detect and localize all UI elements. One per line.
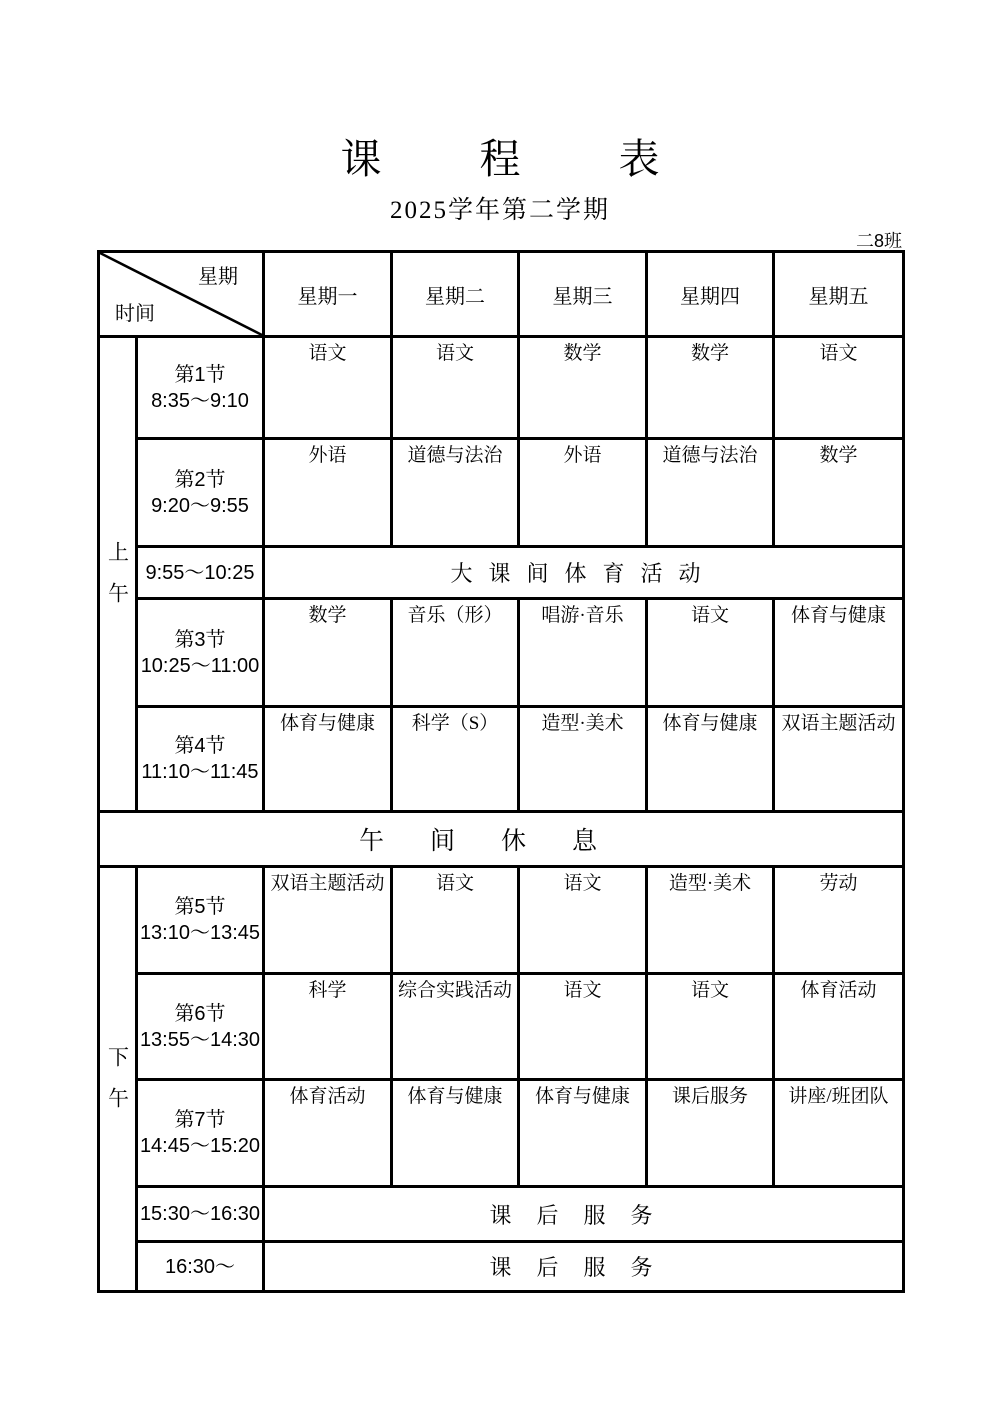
time-label: 14:45～15:20 — [139, 1135, 261, 1157]
lunch-break-row — [99, 812, 904, 867]
period-1-row — [99, 337, 904, 439]
subject-cell: 数学 — [264, 599, 392, 707]
subject-cell: 讲座/班团队 — [774, 1080, 904, 1187]
pm-cell — [99, 867, 137, 1292]
period-3-row — [99, 599, 904, 707]
time-label: 9:55～10:25 — [145, 561, 255, 584]
subject-cell: 语文 — [774, 337, 904, 439]
period-2-time-cell — [137, 439, 264, 547]
subject-cell: 科学（S） — [392, 707, 519, 812]
day-header-thursday: 星期四 — [647, 252, 774, 337]
subject-cell: 体育与健康 — [264, 707, 392, 812]
subject-cell: 体育活动 — [774, 974, 904, 1080]
subject-cell: 语文 — [392, 867, 519, 974]
subject-cell: 唱游·音乐 — [519, 599, 647, 707]
subject-cell: 音乐（形） — [392, 599, 519, 707]
day-header-monday: 星期一 — [264, 252, 392, 337]
afterschool-service-cell: 课后服务 — [264, 1242, 904, 1292]
subject-cell: 体育活动 — [264, 1080, 392, 1187]
subject-cell: 外语 — [519, 439, 647, 547]
lunch-break-cell: 午间休息 — [99, 812, 904, 867]
time-label: 13:55～14:30 — [139, 1028, 261, 1051]
afterschool-row-1 — [99, 1187, 904, 1242]
period-5-row — [99, 867, 904, 974]
period-7-time-cell — [137, 1080, 264, 1187]
time-label: 13:10～13:45 — [139, 922, 261, 944]
subject-cell: 外语 — [264, 439, 392, 547]
subject-cell: 造型·美术 — [647, 867, 774, 974]
afterschool-2-time-cell — [137, 1242, 264, 1292]
time-label: 9:20～9:55 — [151, 494, 249, 517]
period-6-time-cell — [137, 974, 264, 1080]
day-header-friday: 星期五 — [774, 252, 904, 337]
subject-cell: 科学 — [264, 974, 392, 1080]
subject-cell: 数学 — [774, 439, 904, 547]
period-1-time-cell — [137, 337, 264, 439]
subject-cell: 语文 — [264, 337, 392, 439]
page-subtitle: 2025学年第二学期 — [389, 197, 610, 224]
am-label: 上午 — [105, 540, 130, 623]
day-header-wednesday: 星期三 — [519, 252, 647, 337]
afterschool-service-cell: 课后服务 — [264, 1187, 904, 1242]
class-label: 二8班 — [855, 231, 902, 251]
time-label: 15:30～16:30 — [139, 1203, 261, 1225]
subject-cell: 道德与法治 — [392, 439, 519, 547]
subject-cell: 道德与法治 — [647, 439, 774, 547]
subject-cell: 课后服务 — [647, 1080, 774, 1187]
corner-time-label: 时间 — [115, 303, 155, 325]
recess-time-cell — [137, 547, 264, 599]
am-cell — [99, 337, 137, 812]
corner-week-label: 星期 — [198, 266, 238, 288]
pm-label: 下午 — [105, 1045, 130, 1128]
subject-cell: 数学 — [519, 337, 647, 439]
subject-cell: 语文 — [647, 599, 774, 707]
time-label: 10:25～11:00 — [140, 654, 260, 677]
period-label: 第3节 — [174, 628, 226, 651]
subject-cell: 语文 — [519, 974, 647, 1080]
period-4-row — [99, 707, 904, 812]
subject-cell: 体育与健康 — [392, 1080, 519, 1187]
schedule-table — [97, 250, 905, 1293]
recess-activity-cell: 大课间体育活动 — [264, 547, 904, 599]
subject-cell: 语文 — [647, 974, 774, 1080]
subject-cell: 语文 — [392, 337, 519, 439]
subject-cell: 综合实践活动 — [392, 974, 519, 1080]
period-label: 第6节 — [174, 1002, 226, 1025]
period-5-time-cell — [137, 867, 264, 974]
period-label: 第1节 — [174, 363, 226, 386]
afterschool-row-2 — [99, 1242, 904, 1292]
period-4-time-cell — [137, 707, 264, 812]
period-label: 第7节 — [174, 1109, 226, 1131]
subject-cell: 语文 — [519, 867, 647, 974]
period-label: 第5节 — [174, 896, 226, 918]
period-label: 第2节 — [174, 468, 226, 491]
subject-cell: 数学 — [647, 337, 774, 439]
period-label: 第4节 — [174, 735, 226, 757]
recess-row — [99, 547, 904, 599]
subject-cell: 体育与健康 — [519, 1080, 647, 1187]
header-row — [99, 252, 904, 337]
corner-cell — [99, 252, 264, 337]
subject-cell: 双语主题活动 — [774, 707, 904, 812]
subject-cell: 体育与健康 — [647, 707, 774, 812]
subject-cell: 劳动 — [774, 867, 904, 974]
day-header-tuesday: 星期二 — [392, 252, 519, 337]
period-2-row — [99, 439, 904, 547]
subject-cell: 双语主题活动 — [264, 867, 392, 974]
time-label: 16:30～ — [164, 1255, 236, 1278]
page-title: 课程表 — [340, 136, 758, 182]
period-6-row — [99, 974, 904, 1080]
time-label: 11:10～11:45 — [141, 761, 259, 783]
subject-cell: 造型·美术 — [519, 707, 647, 812]
time-label: 8:35～9:10 — [151, 389, 249, 412]
subject-cell: 体育与健康 — [774, 599, 904, 707]
period-3-time-cell — [137, 599, 264, 707]
afterschool-1-time-cell — [137, 1187, 264, 1242]
period-7-row — [99, 1080, 904, 1187]
